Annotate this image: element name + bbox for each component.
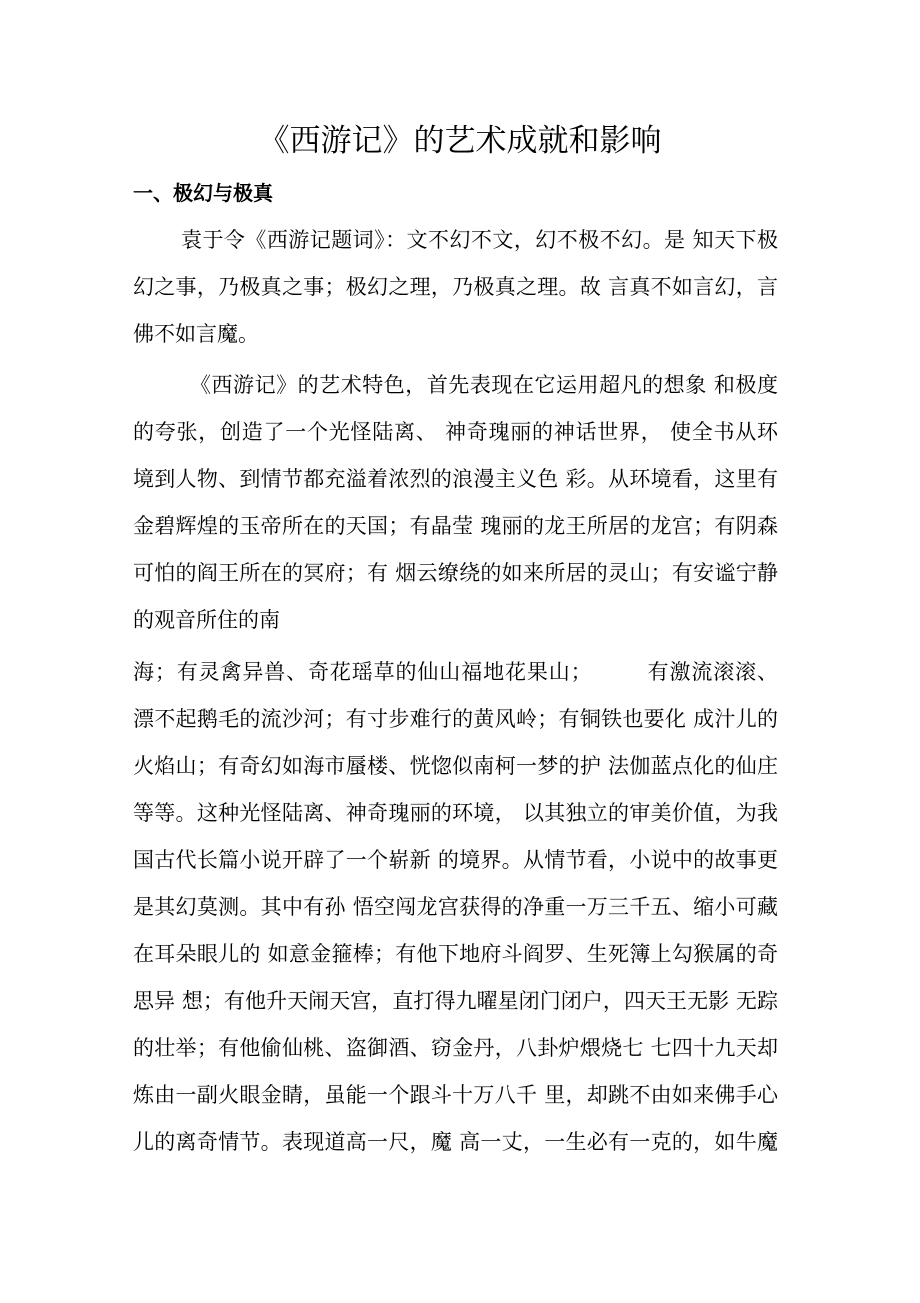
- paragraph-line: 《西游记》的艺术特色，首先表现在它运用超凡的想象 和极度: [190, 373, 778, 397]
- paragraph-line: 在耳朵眼儿的 如意金箍棒；有他下地府斗阎罗、生死簿上勾猴属的奇: [133, 942, 778, 966]
- paragraph-line: 袁于令《西游记题词》：文不幻不文，幻不极不幻。是 知天下极: [181, 228, 778, 252]
- paragraph-line: 幻之事，乃极真之事；极幻之理，乃极真之理。故 言真不如言幻，言: [133, 275, 778, 299]
- paragraph-line: 漂不起鹅毛的流沙河；有寸步难行的黄风岭；有铜铁也要化 成汁儿的: [133, 707, 778, 731]
- paragraph-line: 金碧辉煌的玉帝所在的天国；有晶莹 瑰丽的龙王所居的龙宫；有阴森: [133, 514, 778, 538]
- paragraph-line: 等等。这种光怪陆离、神奇瑰丽的环境， 以其独立的审美价值，为我: [133, 801, 778, 825]
- document-title: 《西游记》的艺术成就和影响: [258, 123, 662, 159]
- paragraph-line: 可怕的阎王所在的冥府；有 烟云缭绕的如来所居的灵山；有安谧宁静: [133, 561, 778, 585]
- paragraph-line: 境到人物、到情节都充溢着浓烈的浪漫主义色 彩。从环境看，这里有: [133, 467, 778, 491]
- paragraph-line: 儿的离奇情节。表现道高一尺，魔 高一丈，一生必有一克的，如牛魔: [133, 1130, 778, 1154]
- paragraph-line: 佛不如言魔。: [133, 322, 259, 346]
- paragraph-line: 国古代长篇小说开辟了一个崭新 的境界。从情节看，小说中的故事更: [133, 848, 778, 872]
- paragraph-line: 思异 想；有他升天闹天宫，直打得九曜星闭门闭户，四天王无影 无踪: [133, 989, 778, 1013]
- paragraph-line: 的夸张，创造了一个光怪陆离、 神奇瑰丽的神话世界， 使全书从环: [133, 420, 778, 444]
- paragraph-line: 是其幻莫测。其中有孙 悟空闯龙宫获得的净重一万三千五、缩小可藏: [133, 895, 778, 919]
- paragraph-line: 海；有灵禽异兽、奇花瑶草的仙山福地花果山； 有激流滚滚、: [133, 660, 778, 684]
- paragraph-line: 的观音所住的南: [133, 608, 280, 632]
- paragraph-line: 炼由一副火眼金睛，虽能一个跟斗十万八千 里，却跳不由如来佛手心: [133, 1083, 778, 1107]
- paragraph-line: 火焰山；有奇幻如海市蜃楼、恍惚似南柯一梦的护 法伽蓝点化的仙庄: [133, 754, 778, 778]
- paragraph-line: 的壮举；有他偷仙桃、盗御酒、窃金丹，八卦炉煨烧七 七四十九天却: [133, 1036, 778, 1060]
- section-heading: 一、极幻与极真: [133, 181, 273, 205]
